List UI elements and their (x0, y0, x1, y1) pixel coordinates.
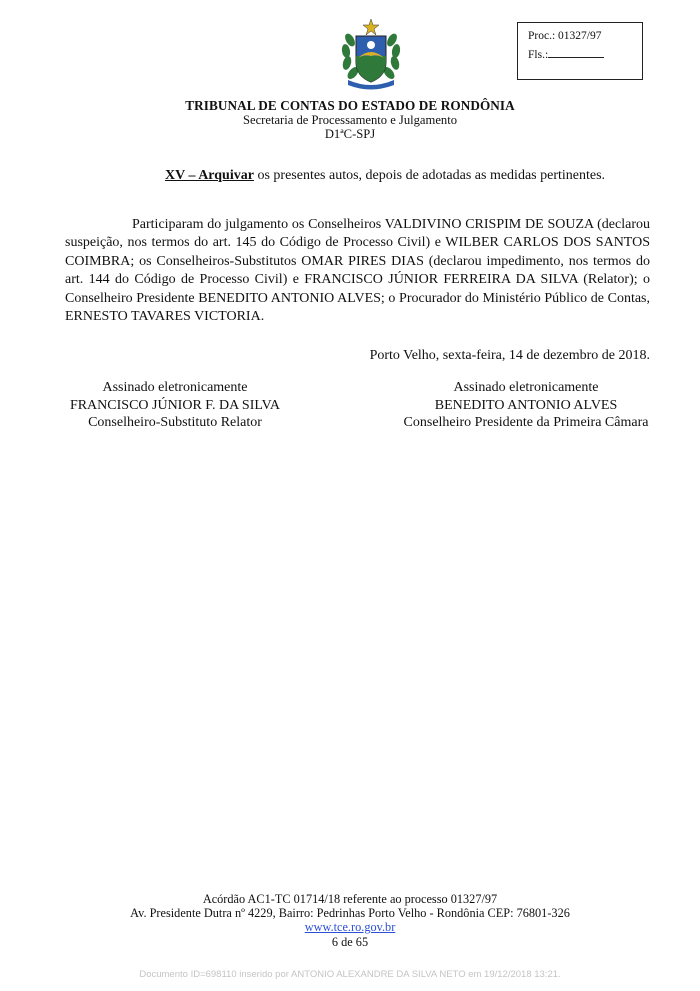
decision-item-text: os presentes autos, depois de adotadas as medidas pertinentes. (253, 168, 606, 183)
signatory-name: BENEDITO ANTONIO ALVES (434, 397, 618, 413)
document-header (0, 99, 700, 141)
institution-title: TRIBUNAL DE CONTAS DO ESTADO DE RONDÔNIA (185, 98, 515, 113)
decision-item-label: XV – Arquivar (165, 168, 254, 183)
footer-ruling-reference: Acórdão AC1-TC 01714/18 referente ao processo 01327/97 (202, 892, 498, 906)
department-code: D1ªC-SPJ (324, 127, 376, 141)
website-link[interactable]: www.tce.ro.gov.br (304, 920, 396, 935)
folio-blank-line (548, 46, 604, 58)
state-coat-of-arms-icon (338, 18, 404, 90)
participants-paragraph: Participaram do julgamento os Conselheiros VALDIVINO CRISPIM DE SOUZA (declarou suspeição, nos termos do art. 145 do Código de Processo Civil) e WILBER CARLOS DOS SANTOS COIMBRA; os Conselheiros-Substitutos OMAR PIRES DIAS (declarou impedimento, nos termos do art. 144 do Código de Processo Civil) e FRANCISCO JÚNIOR FERREIRA DA SILVA (Relator); o Conselheiro Presidente BENEDITO ANTONIO ALVES; o Procurador do Ministério Público de Contas, ERNESTO TAVARES VICTORIA. (65, 217, 650, 325)
signatory-role: Conselheiro-Substituto Relator (88, 415, 262, 430)
date-line: Porto Velho, sexta-feira, 14 de dezembro de 2018. (369, 348, 650, 363)
signature-status: Assinado eletronicamente (102, 380, 248, 395)
document-id-watermark: Documento ID=698110 inserido por ANTONIO ALEXANDRE DA SILVA NETO em 19/12/2018 13:21. (139, 969, 561, 980)
signature-block-relator (65, 379, 285, 432)
secretariat-name: Secretaria de Processamento e Julgamento (242, 113, 457, 127)
signature-block-president (398, 379, 654, 432)
document-footer (0, 892, 700, 949)
signatory-name: FRANCISCO JÚNIOR F. DA SILVA (69, 397, 281, 413)
folio-field (528, 46, 632, 65)
signatory-role: Conselheiro Presidente da Primeira Câmara (403, 415, 649, 430)
decision-item-xv (165, 167, 605, 184)
signature-status: Assinado eletronicamente (453, 380, 599, 395)
process-number-box (517, 22, 643, 80)
process-number: Proc.: 01327/97 (528, 30, 602, 42)
page-number: 6 de 65 (331, 934, 369, 949)
footer-address: Av. Presidente Dutra nº 4229, Bairro: Pedrinhas Porto Velho - Rondônia CEP: 76801-326 (130, 906, 570, 921)
folio-label: Fls.: (528, 49, 549, 61)
